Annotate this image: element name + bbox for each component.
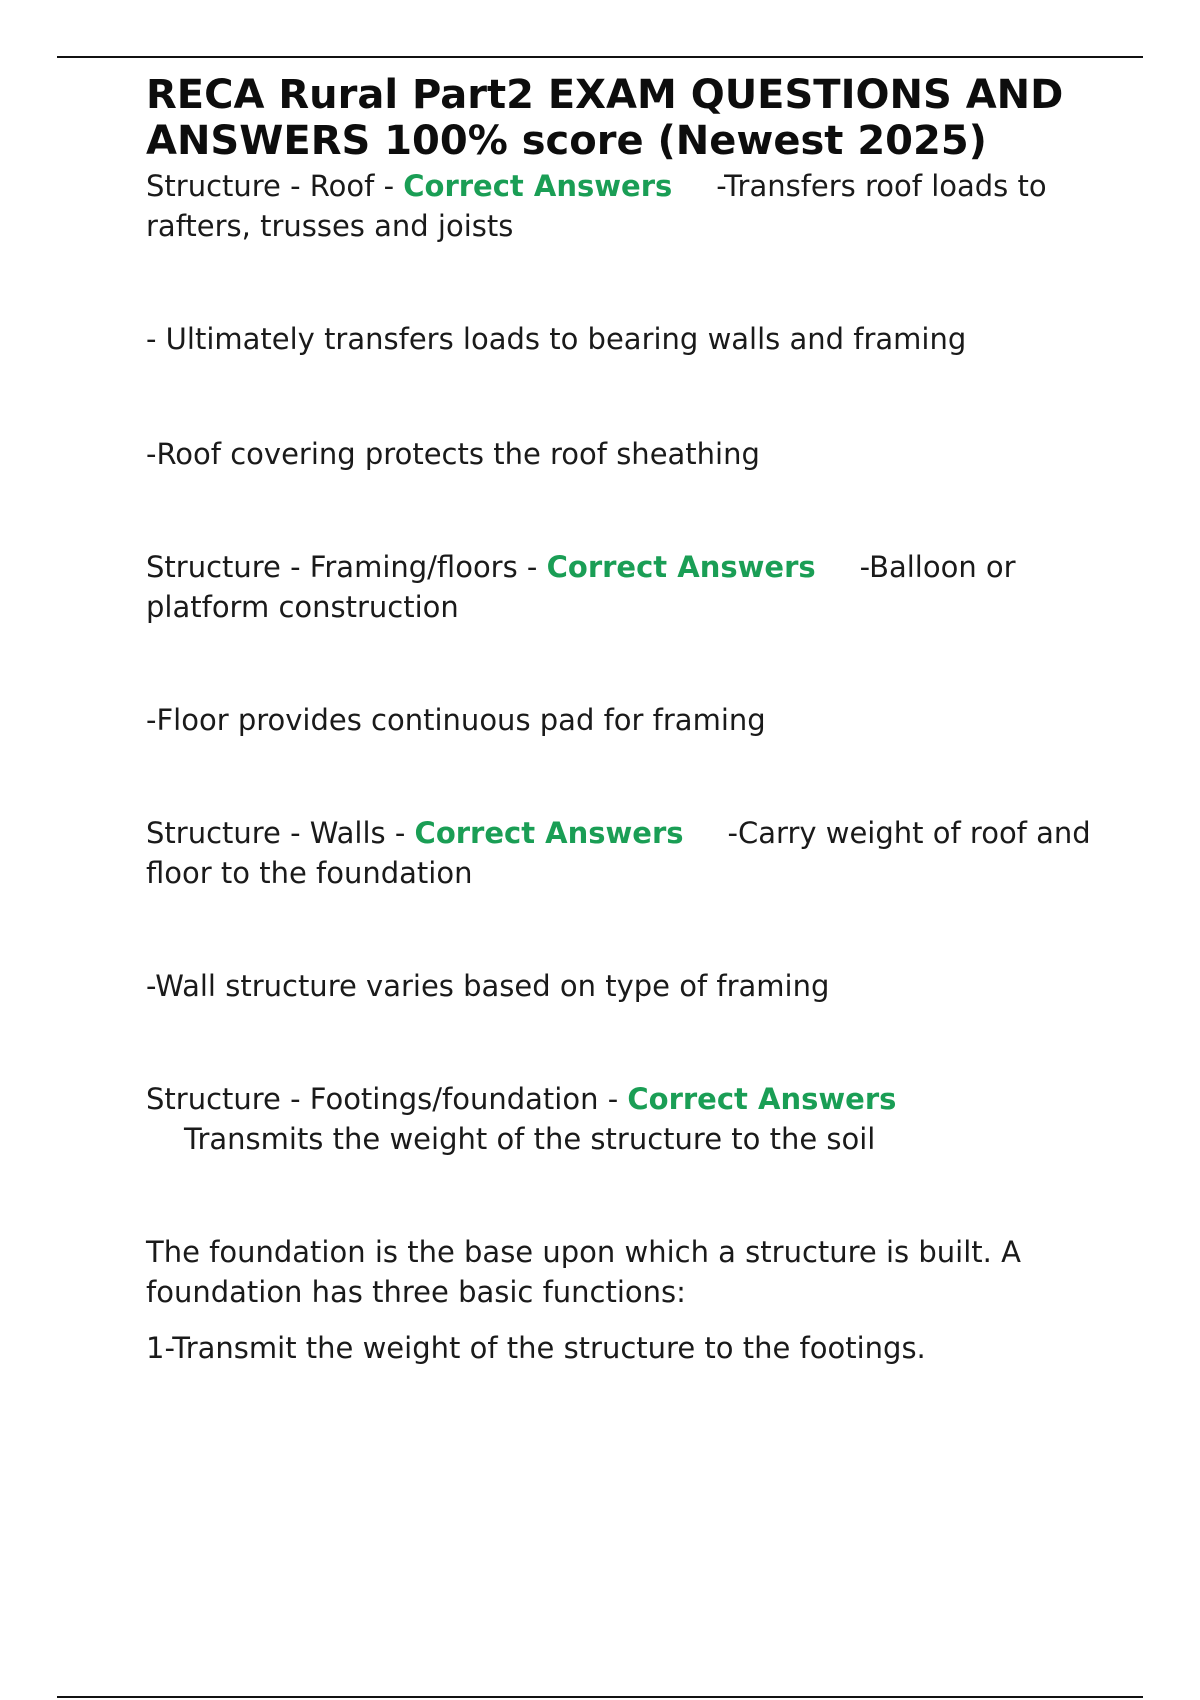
- answer-line: [146, 1119, 1106, 1159]
- question-text: Structure - Roof -: [146, 169, 404, 203]
- qa-entry-framing-floors: [146, 547, 1106, 627]
- question-text: Structure - Walls -: [146, 816, 415, 850]
- document-title: RECA Rural Part2 EXAM QUESTIONS AND ANSWERS 100% score (Newest 2025): [146, 72, 1064, 164]
- answer-line: - Ultimately transfers loads to bearing walls and framing: [146, 322, 967, 356]
- answer-text: -Balloon or platform construction: [146, 550, 1025, 624]
- qa-entry-footings-foundation: [146, 1079, 1106, 1119]
- qa-entry-walls: [146, 813, 1106, 893]
- bottom-rule: [57, 1696, 1143, 1698]
- answer-text: Transmits the weight of the structure to the soil: [184, 1122, 876, 1156]
- question-text: Structure - Framing/floors -: [146, 550, 547, 584]
- correct-answers-label: Correct Answers: [627, 1082, 897, 1116]
- top-rule: [57, 56, 1143, 58]
- correct-answers-label: Correct Answers: [414, 816, 684, 850]
- qa-entry-roof: [146, 166, 1106, 246]
- correct-answers-label: Correct Answers: [546, 550, 816, 584]
- answer-text: -Transfers roof loads to rafters, trusses and joists: [146, 169, 1056, 243]
- answer-line: -Floor provides continuous pad for framing: [146, 703, 766, 737]
- answer-text: -Carry weight of roof and floor to the foundation: [146, 816, 1100, 890]
- document-body: [146, 72, 1106, 1368]
- answer-line: -Roof covering protects the roof sheathing: [146, 437, 760, 471]
- correct-answers-label: Correct Answers: [403, 169, 673, 203]
- answer-line: The foundation is the base upon which a structure is built. A foundation has three basic functions:: [146, 1235, 1031, 1309]
- question-text: Structure - Footings/foundation -: [146, 1082, 628, 1116]
- answer-line: -Wall structure varies based on type of framing: [146, 969, 830, 1003]
- answer-line: 1-Transmit the weight of the structure to the footings.: [146, 1331, 926, 1365]
